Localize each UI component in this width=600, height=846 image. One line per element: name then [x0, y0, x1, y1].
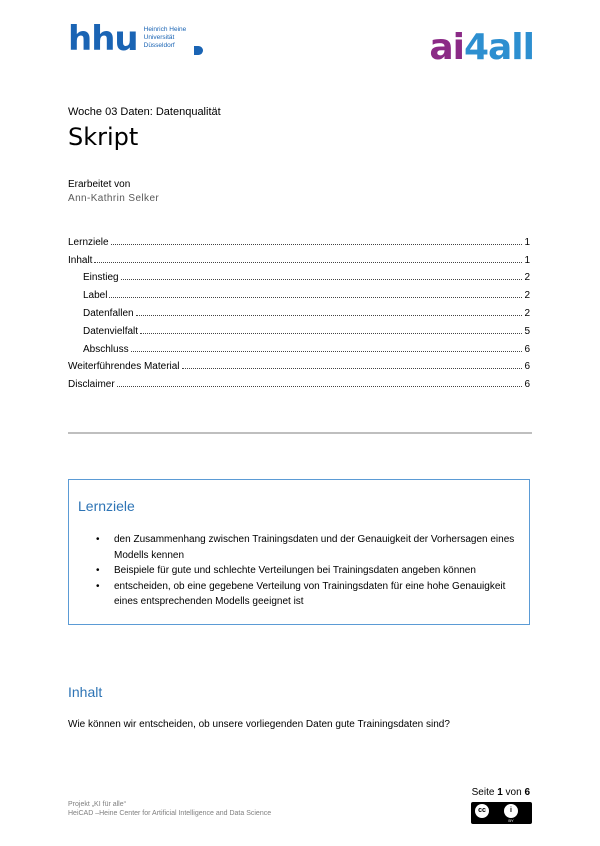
toc-label: Inhalt [68, 254, 93, 266]
list-item-text: Beispiele für gute und schlechte Verteilungen bei Trainingsdaten angeben können [114, 565, 476, 576]
bullet-icon: • [96, 534, 100, 545]
section-divider [68, 432, 532, 434]
page-prefix: Seite [471, 787, 498, 798]
ai4all-logo-part-4all: 4all [463, 27, 534, 68]
footer-project: Projekt „KI für alle“ [68, 801, 126, 808]
toc-label: Label [83, 290, 108, 302]
toc-entry-lernziele[interactable] [68, 230, 530, 248]
toc-page: 1 [524, 254, 530, 266]
toc-label: Abschluss [83, 343, 129, 355]
week-subtitle: Woche 03 Daten: Datenqualität [68, 106, 221, 118]
toc-page: 2 [524, 272, 530, 284]
person-icon: i [504, 804, 518, 818]
toc-entry-inhalt[interactable] [68, 248, 530, 266]
hhu-line-1: Heinrich Heine [143, 26, 187, 33]
toc-leader [131, 351, 523, 352]
document-title: Skript [68, 123, 139, 151]
toc-entry-weiterfuehrendes-material[interactable] [68, 355, 530, 373]
hhu-logo-mark: hhu [68, 19, 138, 59]
toc-leader [94, 262, 522, 263]
toc-leader [136, 315, 523, 316]
toc-leader [109, 297, 522, 298]
lernziele-title: Lernziele [78, 498, 135, 514]
toc-label: Lernziele [68, 236, 109, 248]
toc-page: 6 [524, 379, 530, 391]
ai4all-logo [429, 28, 534, 68]
author-label: Erarbeitet von [68, 179, 131, 190]
toc-label: Einstieg [83, 272, 119, 284]
bullet-icon: • [96, 580, 100, 592]
page-mid: von [502, 787, 525, 798]
toc-entry-datenfallen[interactable] [68, 301, 530, 319]
lernziele-box [68, 479, 530, 625]
bullet-icon: • [96, 565, 100, 576]
toc-entry-datenvielfalt[interactable] [68, 319, 530, 337]
toc-label: Disclaimer [68, 379, 115, 391]
toc-page: 1 [524, 236, 530, 248]
by-label: BY [508, 818, 514, 823]
hhu-logo [68, 19, 187, 59]
list-item [96, 563, 526, 579]
hhu-logo-dot-icon [194, 46, 203, 55]
toc-entry-disclaimer[interactable] [68, 372, 530, 390]
footer-institution: HeiCAD –Heine Center for Artificial Intelligence and Data Science [68, 810, 272, 817]
inhalt-heading: Inhalt [68, 684, 103, 700]
list-item [96, 532, 526, 563]
page-current: 1 [497, 787, 503, 798]
hhu-line-3: Düsseldorf [143, 42, 175, 49]
toc-entry-abschluss[interactable] [68, 337, 530, 355]
cc-icon: cc [475, 804, 489, 818]
toc-entry-label[interactable] [68, 283, 530, 301]
toc-entry-einstieg[interactable] [68, 266, 530, 284]
toc-label: Datenfallen [83, 307, 134, 319]
cc-by-license-icon [471, 802, 532, 824]
hhu-logo-text [144, 26, 187, 50]
toc-leader [140, 333, 522, 334]
list-item [96, 579, 526, 610]
toc-label: Weiterführendes Material [68, 361, 180, 373]
toc-leader [121, 279, 523, 280]
lernziele-list [96, 532, 526, 610]
toc-leader [182, 368, 523, 369]
page-number [472, 787, 530, 798]
toc-page: 6 [524, 361, 530, 373]
toc-label: Datenvielfalt [83, 325, 139, 337]
toc-page: 5 [524, 325, 530, 337]
page-total: 6 [524, 787, 530, 798]
list-item-text: den Zusammenhang zwischen Trainingsdaten und der Genauigkeit der Vorhersagen eines Modells kennen [114, 534, 515, 561]
toc-page: 2 [524, 307, 530, 319]
toc-page: 2 [524, 290, 530, 302]
author-name: Ann-Kathrin Selker [68, 193, 160, 204]
inhalt-question: Wie können wir entscheiden, ob unsere vorliegenden Daten gute Trainingsdaten sind? [68, 719, 450, 730]
hhu-line-2: Universität [143, 34, 175, 41]
toc-leader [117, 386, 523, 387]
toc-leader [111, 244, 523, 245]
table-of-contents [68, 230, 530, 390]
ai4all-logo-part-ai: ai [429, 27, 464, 68]
toc-page: 6 [524, 343, 530, 355]
list-item-text: entscheiden, ob eine gegebene Verteilung von Trainingsdaten für eine hohe Genauigkeit eines entsprechenden Modells geeignet ist [114, 580, 506, 607]
